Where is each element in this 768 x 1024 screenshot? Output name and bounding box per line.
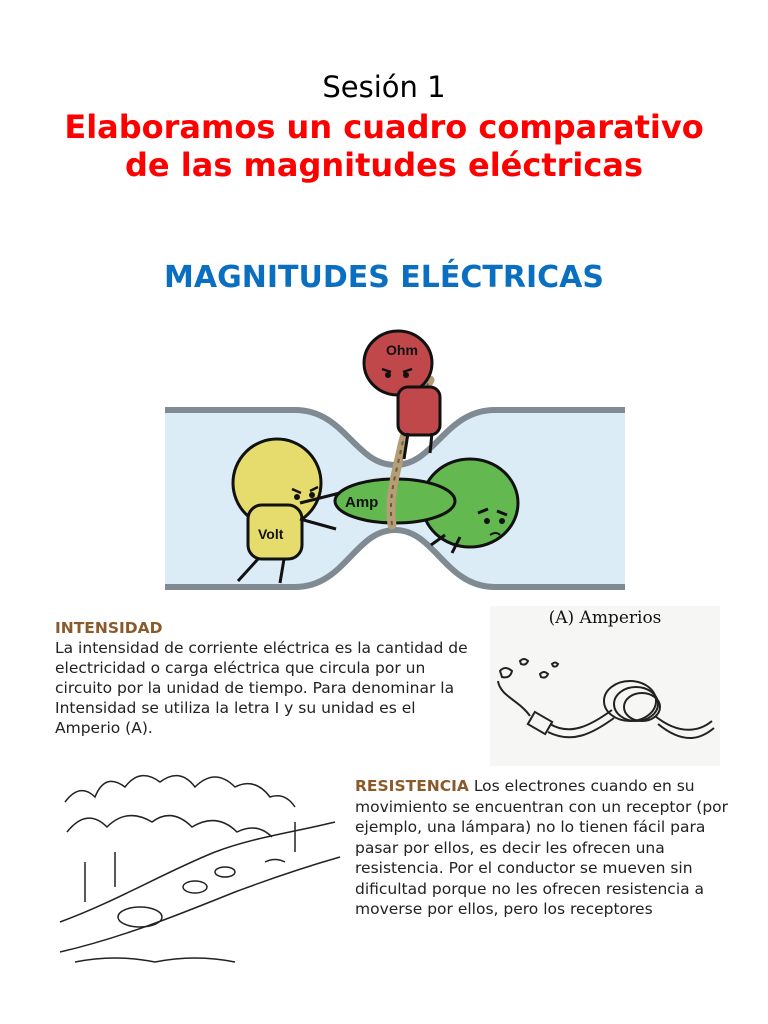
ohm-amp-volt-illustration [160, 325, 630, 595]
amperios-caption: (A) Amperios [548, 608, 662, 628]
session-label: Sesión 1 [322, 70, 446, 104]
intensidad-body: La intensidad de corriente eléctrica es la cantidad de electricidad o carga eléctrica que circula por un circuito por la unidad de tiempo. Para denominar la Intensidad se utiliza la letra I y su unidad es el Amperio (A). [55, 639, 468, 737]
river-sketch-illustration [55, 762, 345, 972]
page-title: Elaboramos un cuadro comparativo de las magnitudes eléctricas [64, 108, 704, 184]
volt-label: Volt [258, 526, 284, 542]
intensidad-section [55, 618, 485, 738]
resistencia-body: Los electrones cuando en su movimiento se encuentran con un receptor (por ejemplo, una lámpara) no lo tienen fácil para pasar por ellos, es decir les ofrecen una resistencia. Por el conductor se mueven sin dificultad porque no les ofrecen resistencia a moverse por ellos, pero los receptores [355, 777, 729, 918]
hose-icon [490, 606, 720, 766]
resistencia-section [355, 776, 740, 920]
resistencia-heading: RESISTENCIA [355, 777, 469, 795]
ohm-label: Ohm [386, 342, 418, 358]
amperios-figure [490, 606, 720, 766]
section-subtitle: MAGNITUDES ELÉCTRICAS [164, 260, 604, 295]
intensidad-heading: INTENSIDAD [55, 619, 163, 637]
amp-label: Amp [345, 494, 379, 511]
